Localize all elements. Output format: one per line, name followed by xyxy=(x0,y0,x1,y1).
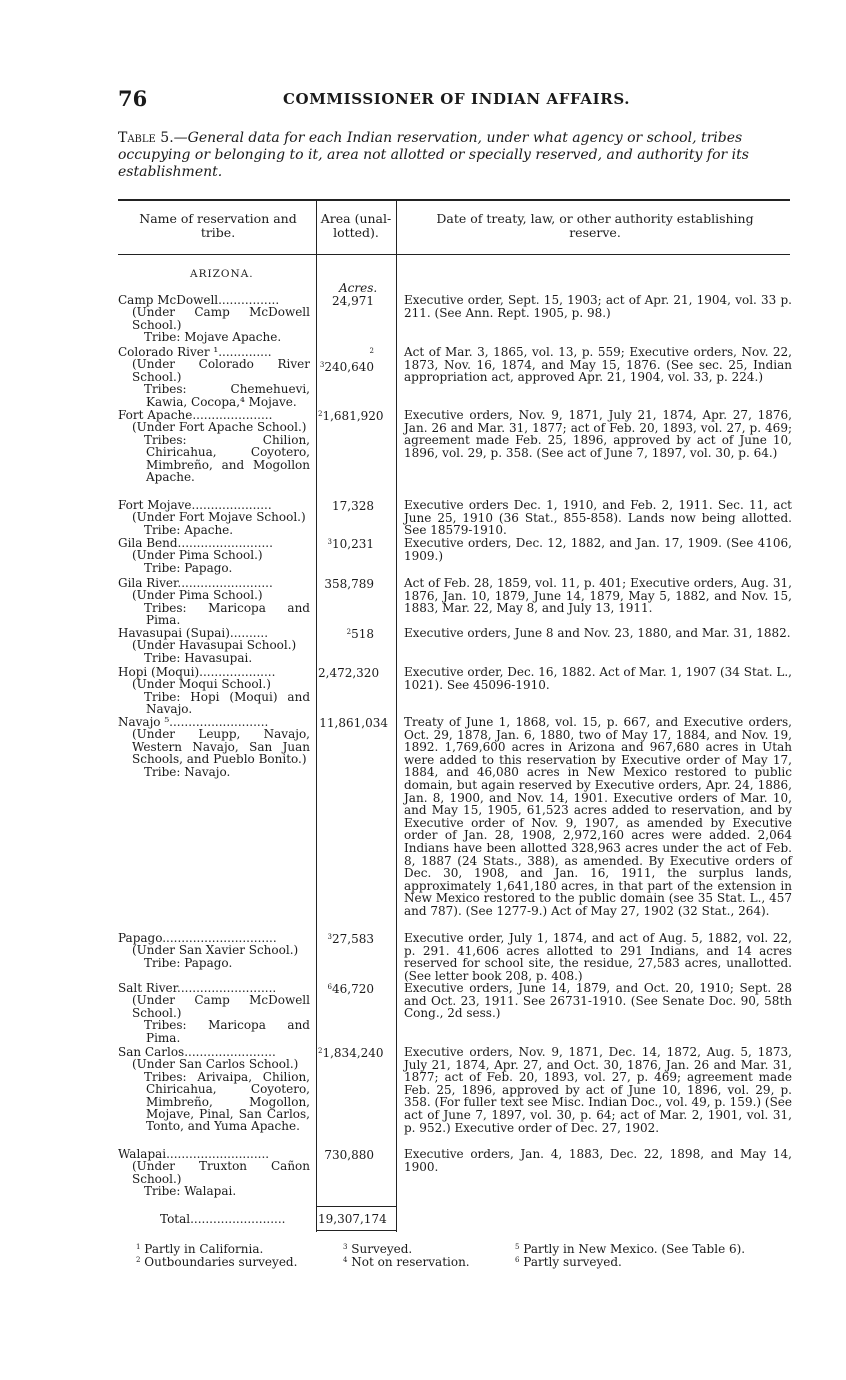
reservation-name xyxy=(118,666,310,716)
footnote-mark: 6 xyxy=(515,1256,520,1264)
table-top-rule xyxy=(118,199,790,201)
reservation-area xyxy=(318,499,374,513)
reservation-agency: (Under Camp McDowell School.) xyxy=(132,993,310,1020)
footnote-text: Surveyed. xyxy=(351,1242,413,1256)
reservation-authority: Executive orders, June 14, 1879, and Oct. 20, 1910; Sept. 28 and Oct. 23, 1911. See 26731-1910. (See Senate Doc. 90, 58th Cong., 2d sess.) xyxy=(404,981,792,1021)
reservation-area xyxy=(318,346,374,374)
reservation-name xyxy=(118,577,310,627)
area-value: 1,681,920 xyxy=(322,409,384,423)
reservation-title: Havasupai (Supai).......... xyxy=(118,626,269,640)
reservation-agency: (Under Pima School.) xyxy=(132,548,263,563)
reservation-tribe: Tribe: Apache. xyxy=(144,522,234,537)
total-top-rule xyxy=(316,1206,396,1207)
reservation-tribe: Tribes: Chemehuevi, Kawia, Cocopa,⁴ Mojave. xyxy=(144,382,310,409)
reservation-authority: Act of Feb. 28, 1859, vol. 11, p. 401; Executive orders, Aug. 31, 1876, Jan. 10, 1879, June 14, 1879, May 5, 1882, and Nov. 15, 1883, Mar. 22, May 8, and July 13, 1911. xyxy=(404,576,792,616)
reservation-tribe: Tribe: Walapai. xyxy=(144,1184,237,1199)
header-bottom-rule xyxy=(118,254,790,255)
reservation-agency: (Under Moqui School.) xyxy=(132,677,271,692)
footnote-text: Partly in New Mexico. (See Table 6). xyxy=(523,1242,746,1256)
reservation-authority: Executive orders Dec. 1, 1910, and Feb. 2, 1911. Sec. 11, act June 25, 1910 (36 Stat., 855-858). Lands now being allotted. See 18579-1910. xyxy=(404,498,792,538)
reservation-authority: Executive order, Sept. 15, 1903; act of Apr. 21, 1904, vol. 33 p. 211. (See Ann. Rept. 1905, p. 98.) xyxy=(404,293,792,320)
reservation-agency: (Under San Carlos School.) xyxy=(132,1057,299,1072)
units-label: Acres. xyxy=(339,281,378,295)
caption-label: Table 5. xyxy=(118,130,174,146)
running-head: COMMISSIONER OF INDIAN AFFAIRS. xyxy=(283,90,631,108)
area-value: 17,328 xyxy=(332,499,374,513)
reservation-name xyxy=(118,1046,310,1133)
area-value: 240,640 xyxy=(324,360,374,374)
footnote-text: Not on reservation. xyxy=(351,1255,470,1269)
reservation-agency: (Under Fort Apache School.) xyxy=(132,420,307,435)
reservation-name xyxy=(118,294,310,344)
area-value: 27,583 xyxy=(332,932,374,946)
reservation-title: Hopi (Moqui).................... xyxy=(118,665,276,679)
area-note: 2 xyxy=(318,410,323,418)
footnote-mark: 1 xyxy=(136,1243,141,1251)
reservation-area xyxy=(318,1148,374,1162)
area-value: 11,861,034 xyxy=(319,716,388,730)
footnote-mark: 2 xyxy=(136,1256,141,1264)
reservation-area xyxy=(318,409,384,423)
total-value: 19,307,174 xyxy=(318,1212,387,1226)
reservation-agency: (Under Pima School.) xyxy=(132,588,263,603)
footnote-text: Outboundaries surveyed. xyxy=(144,1255,298,1269)
area-value: 1,834,240 xyxy=(322,1046,384,1060)
reservation-title: Gila River......................... xyxy=(118,576,273,590)
column-divider-1 xyxy=(316,200,317,1232)
reservation-area xyxy=(318,982,374,996)
reservation-area xyxy=(318,716,388,730)
area-note: 6 xyxy=(327,983,332,991)
reservation-authority: Treaty of June 1, 1868, vol. 15, p. 667, and Executive orders, Oct. 29, 1878, Jan. 6, 1880, two of May 17, 1884, and Nov. 19, 1892. 1,769,600 acres in Arizona and 967,680 acres in Utah were added to this reservation by Executive order of May 17, 1884, and 46,080 acres in New Mexico restored to public domain, but again reserved by Executive orders, Apr. 24, 1886, Jan. 8, 1900, and Nov. 14, 1901. Executive orders of Mar. 10, and May 15, 1905, 61,523 acres added to reservation, and by Executive order of Nov. 9, 1907, as amended by Executive order of Jan. 28, 1908, 2,972,160 acres were added. 2,064 Indians have been allotted 328,963 acres under the act of Feb. 8, 1887 (24 Stats., 388), as amended. By Executive orders of Dec. 30, 1908, and Jan. 16, 1911, the surplus lands, approximately 1,641,180 acres, in that part of the extension in New Mexico restored to the public domain (see 35 Stat. L., 457 and 787). (See 1277-9.) Act of May 27, 1902 (32 Stat., 264). xyxy=(404,715,792,918)
reservation-area xyxy=(318,294,374,308)
reservation-name xyxy=(118,932,310,969)
reservation-authority: Act of Mar. 3, 1865, vol. 13, p. 559; Executive orders, Nov. 22, 1873, Nov. 16, 1874, and May 15, 1876. (See sec. 25, Indian appropriation act, approved Apr. 21, 1904, vol. 33, p. 224.) xyxy=(404,345,792,385)
reservation-authority: Executive orders, Jan. 4, 1883, Dec. 22, 1898, and May 14, 1900. xyxy=(404,1147,792,1174)
reservation-authority: Executive order, July 1, 1874, and act of Aug. 5, 1882, vol. 22, p. 291. 41,606 acres allotted to 291 Indians, and 14 acres reserved for school site, the residue, 27,583 acres, unallotted. (See letter book 208, p. 408.) xyxy=(404,931,792,983)
area-value: 730,880 xyxy=(324,1148,374,1162)
column-divider-2 xyxy=(396,200,397,1232)
footnote-mark: 4 xyxy=(343,1256,348,1264)
footnote xyxy=(343,1253,470,1269)
page-number: 76 xyxy=(118,86,148,111)
footnote-mark: 3 xyxy=(343,1243,348,1251)
reservation-authority: Executive orders, June 8 and Nov. 23, 1880, and Mar. 31, 1882. xyxy=(404,626,791,640)
reservation-name xyxy=(118,409,310,483)
reservation-area xyxy=(318,932,374,946)
reservation-authority: Executive orders, Dec. 12, 1882, and Jan. 17, 1909. (See 4106, 1909.) xyxy=(404,536,792,563)
table-caption xyxy=(118,130,798,181)
state-heading: ARIZONA. xyxy=(190,268,254,280)
reservation-area xyxy=(318,537,374,551)
total-bottom-rule xyxy=(316,1230,396,1231)
area-note: 2 3 xyxy=(319,347,374,369)
reservation-tribe: Tribe: Mojave Apache. xyxy=(144,330,282,345)
reservation-tribe: Tribes: Chilion, Chiricahua, Coyotero, Mimbreño, and Mogollon Apache. xyxy=(144,432,310,485)
header-area: Area (unal-lotted). xyxy=(320,211,392,240)
reservation-tribe: Tribes: Arivaipa, Chilion, Chiricahua, Coyotero, Mimbreño, Mogollon, Mojave, Pinal, San Carlos, Tonto, and Yuma Apache. xyxy=(144,1069,310,1134)
reservation-authority: Executive order, Dec. 16, 1882. Act of Mar. 1, 1907 (34 Stat. L., 1021). See 45096-1910. xyxy=(404,665,792,692)
area-value: 2,472,320 xyxy=(318,666,380,680)
footnote xyxy=(136,1253,297,1269)
reservation-title: Papago.............................. xyxy=(118,931,277,945)
area-value: 518 xyxy=(351,627,374,641)
reservation-title: Fort Apache..................... xyxy=(118,408,273,422)
reservation-agency: (Under Fort Mojave School.) xyxy=(132,510,306,525)
reservation-name xyxy=(118,1148,310,1198)
reservation-area xyxy=(318,627,374,641)
reservation-name xyxy=(118,982,310,1044)
reservation-tribe: Tribes: Maricopa and Pima. xyxy=(144,600,310,628)
reservation-tribe: Tribe: Papago. xyxy=(144,560,233,575)
reservation-agency: (Under Colorado River School.) xyxy=(132,357,310,384)
reservation-area xyxy=(318,666,380,680)
area-value: 24,971 xyxy=(332,294,374,308)
reservation-agency: (Under Leupp, Navajo, Western Navajo, San Juan Schools, and Pueblo Bonito.) xyxy=(132,727,310,767)
reservation-authority: Executive orders, Nov. 9, 1871, Dec. 14, 1872, Aug. 5, 1873, July 21, 1874, Apr. 27, and Oct. 30, 1876, Jan. 26 and Mar. 31, 1877; act of Feb. 20, 1893, vol. 27, p. 469; agreement made Feb. 25, 1896, approved by act of June 10, 1896, vol. 29, p. 358. (For fuller text see Misc. Indian Doc., vol. 49, p. 159.) (See act of June 7, 1897, vol. 30, p. 64; act of Mar. 2, 1901, vol. 31, p. 952.) Executive order of Dec. 27, 1902. xyxy=(404,1045,792,1135)
area-value: 358,789 xyxy=(324,577,374,591)
reservation-title: Navajo ⁵.......................... xyxy=(118,715,269,729)
reservation-title: Colorado River ¹.............. xyxy=(118,345,272,359)
area-note: 3 xyxy=(327,933,332,941)
reservation-title: San Carlos........................ xyxy=(118,1045,276,1059)
reservation-tribe: Tribe: Hopi (Moqui) and Navajo. xyxy=(144,689,310,717)
footnote-mark: 5 xyxy=(515,1243,520,1251)
reservation-title: Fort Mojave..................... xyxy=(118,498,272,512)
footnote xyxy=(515,1253,622,1269)
reservation-title: Camp McDowell................ xyxy=(118,293,280,307)
header-reservation: Name of reservation and tribe. xyxy=(139,211,297,240)
reservation-agency: (Under Camp McDowell School.) xyxy=(132,305,310,332)
area-value: 10,231 xyxy=(332,537,374,551)
reservation-name xyxy=(118,499,310,536)
area-note: 3 xyxy=(327,538,332,546)
header-authority: Date of treaty, law, or other authority establishing reserve. xyxy=(436,211,754,240)
reservation-tribe: Tribes: Maricopa and Pima. xyxy=(144,1018,310,1045)
reservation-tribe: Tribe: Papago. xyxy=(144,955,233,970)
reservation-title: Salt River.......................... xyxy=(118,981,277,995)
area-note: 2 xyxy=(318,1047,323,1055)
reservation-tribe: Tribe: Havasupai. xyxy=(144,650,253,665)
reservation-name xyxy=(118,537,310,574)
footnote-text: Partly in California. xyxy=(144,1242,264,1256)
reservation-authority: Executive orders, Nov. 9, 1871, July 21, 1874, Apr. 27, 1876, Jan. 26 and Mar. 31, 1877; act of Feb. 20, 1893, vol. 27, p. 469; agreement made Feb. 25, 1896, approved by act of June 10, 1896, vol. 29, p. 358. (See act of June 7, 1897, vol. 30, p. 64.) xyxy=(404,408,792,460)
reservation-title: Walapai........................... xyxy=(118,1147,270,1161)
reservation-tribe: Tribe: Navajo. xyxy=(144,764,231,779)
reservation-area xyxy=(318,577,374,591)
reservation-title: Gila Bend......................... xyxy=(118,536,273,550)
reservation-agency: (Under San Xavier School.) xyxy=(132,943,299,958)
total-label: Total......................... xyxy=(160,1212,286,1226)
reservation-name xyxy=(118,346,310,408)
footnote-text: Partly surveyed. xyxy=(523,1255,622,1269)
reservation-agency: (Under Havasupai School.) xyxy=(132,638,297,653)
area-note: 2 xyxy=(346,628,352,636)
caption-text: —General data for each Indian reservation, under what agency or school, tribes occupying or belonging to it, area not allotted or specially reserved, and authority for its establishment. xyxy=(118,130,749,180)
area-value: 46,720 xyxy=(332,982,374,996)
reservation-agency: (Under Truxton Cañon School.) xyxy=(132,1159,310,1186)
reservation-name xyxy=(118,627,310,664)
reservation-area xyxy=(318,1046,384,1060)
reservation-name xyxy=(118,716,310,778)
